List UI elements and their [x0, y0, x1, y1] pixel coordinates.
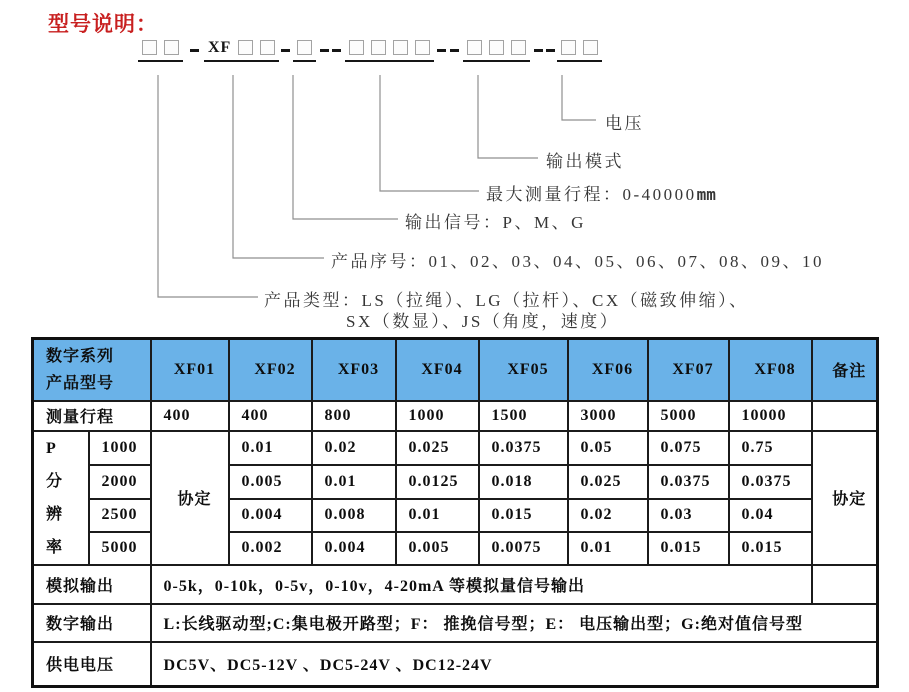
resolution-value: 0.005 [396, 532, 479, 565]
dash-separator [546, 49, 555, 52]
resolution-freq: 2500 [89, 499, 151, 532]
resolution-value: 0.008 [312, 499, 396, 532]
format-group-travel [345, 40, 434, 62]
series-prefix: XF [208, 39, 232, 56]
travel-value: 800 [312, 401, 396, 431]
placeholder-box-icon [467, 40, 482, 55]
header-model: XF06 [568, 339, 648, 401]
resolution-value: 0.75 [729, 431, 812, 465]
resolution-value: 0.02 [312, 431, 396, 465]
resolution-value: 0.0125 [396, 465, 479, 499]
header-model: XF07 [648, 339, 729, 401]
header-series-line1: 数字系列 [46, 347, 115, 365]
placeholder-box-icon [238, 40, 253, 55]
dash-separator [281, 49, 290, 52]
resolution-value: 0.0375 [648, 465, 729, 499]
callout-travel [486, 180, 716, 205]
analog-output-content: 0-5k，0-10k，0-5v，0-10v，4-20mA 等模拟量信号输出 [151, 565, 812, 604]
placeholder-box-icon [393, 40, 408, 55]
placeholder-box-icon [260, 40, 275, 55]
resolution-value: 0.0375 [479, 431, 568, 465]
resolution-value: 0.01 [312, 465, 396, 499]
placeholder-box-icon [561, 40, 576, 55]
resolution-axis-char: 率 [46, 538, 64, 556]
analog-output-row [33, 565, 878, 604]
digital-output-row [33, 604, 878, 642]
placeholder-box-icon [349, 40, 364, 55]
travel-remark-empty [812, 401, 878, 431]
resolution-value: 0.01 [568, 532, 648, 565]
travel-row [33, 401, 878, 431]
dash-separator [332, 49, 341, 52]
callout-travel-unit: mm [696, 185, 716, 204]
resolution-axis [33, 431, 89, 565]
resolution-value: 0.02 [568, 499, 648, 532]
resolution-freq: 2000 [89, 465, 151, 499]
placeholder-box-icon [164, 40, 179, 55]
resolution-value: 0.05 [568, 431, 648, 465]
digital-output-label: 数字输出 [33, 604, 151, 642]
travel-value: 400 [151, 401, 229, 431]
power-supply-row [33, 642, 878, 687]
callout-voltage: 电压 [605, 114, 644, 133]
resolution-value: 0.015 [479, 499, 568, 532]
travel-label: 测量行程 [33, 401, 151, 431]
format-group-voltage [557, 40, 602, 62]
resolution-freq: 1000 [89, 431, 151, 465]
header-model: XF08 [729, 339, 812, 401]
header-series-label [33, 339, 151, 401]
header-model: XF03 [312, 339, 396, 401]
resolution-value: 0.004 [312, 532, 396, 565]
header-remark: 备注 [812, 339, 878, 401]
callout-signal: 输出信号：P、M、G [405, 213, 586, 232]
digital-output-content: L:长线驱动型;C:集电极开路型；F： 推挽信号型；E： 电压输出型；G:绝对值信号型 [151, 604, 878, 642]
analog-remark-empty [812, 565, 878, 604]
callout-output-mode: 输出模式 [546, 152, 624, 171]
page-title: 型号说明： [48, 13, 158, 36]
resolution-row-1000 [33, 431, 878, 465]
travel-value: 1000 [396, 401, 479, 431]
travel-value: 400 [229, 401, 312, 431]
resolution-value: 0.002 [229, 532, 312, 565]
resolution-freq: 5000 [89, 532, 151, 565]
spec-table [31, 337, 879, 688]
resolution-value: 0.025 [568, 465, 648, 499]
placeholder-box-icon [371, 40, 386, 55]
resolution-value: 0.015 [729, 532, 812, 565]
callout-product-type-line2: SX（数显）、JS（角度，速度） [346, 312, 620, 331]
resolution-axis-char: P [46, 439, 57, 457]
power-supply-label: 供电电压 [33, 642, 151, 687]
dash-separator [450, 49, 459, 52]
resolution-value: 0.025 [396, 431, 479, 465]
resolution-value: 0.015 [648, 532, 729, 565]
header-model: XF04 [396, 339, 479, 401]
placeholder-box-icon [415, 40, 430, 55]
resolution-value: 0.004 [229, 499, 312, 532]
resolution-value: 0.0375 [729, 465, 812, 499]
resolution-value: 0.04 [729, 499, 812, 532]
format-group-series [204, 40, 279, 62]
callout-serial: 产品序号：01、02、03、04、05、06、07、08、09、10 [331, 252, 824, 271]
placeholder-box-icon [511, 40, 526, 55]
resolution-xf01-agreement: 协定 [151, 431, 229, 565]
dash-separator [534, 49, 543, 52]
resolution-value: 0.0075 [479, 532, 568, 565]
remark-agreement: 协定 [812, 431, 878, 565]
resolution-value: 0.075 [648, 431, 729, 465]
travel-value: 5000 [648, 401, 729, 431]
resolution-axis-char: 辨 [46, 505, 64, 523]
dash-separator [190, 49, 199, 52]
analog-output-label: 模拟输出 [33, 565, 151, 604]
travel-value: 1500 [479, 401, 568, 431]
resolution-value: 0.03 [648, 499, 729, 532]
placeholder-box-icon [489, 40, 504, 55]
header-series-line2: 产品型号 [46, 374, 115, 392]
header-model: XF05 [479, 339, 568, 401]
resolution-value: 0.01 [229, 431, 312, 465]
resolution-value: 0.018 [479, 465, 568, 499]
resolution-value: 0.01 [396, 499, 479, 532]
callout-product-type-line1: 产品类型：LS（拉绳）、LG（拉杆）、CX（磁致伸缩）、 [264, 291, 749, 310]
placeholder-box-icon [142, 40, 157, 55]
callout-travel-text: 最大测量行程：0-40000 [486, 185, 697, 204]
travel-value: 10000 [729, 401, 812, 431]
placeholder-box-icon [583, 40, 598, 55]
dash-separator [437, 49, 446, 52]
placeholder-box-icon [297, 40, 312, 55]
format-group-signal [293, 40, 316, 62]
dash-separator [320, 49, 329, 52]
travel-value: 3000 [568, 401, 648, 431]
header-model: XF01 [151, 339, 229, 401]
header-row [33, 339, 878, 401]
power-supply-content: DC5V、DC5-12V 、DC5-24V 、DC12-24V [151, 642, 878, 687]
resolution-axis-char: 分 [46, 472, 64, 490]
resolution-value: 0.005 [229, 465, 312, 499]
format-group-product-type [138, 40, 183, 62]
header-model: XF02 [229, 339, 312, 401]
format-group-output-mode [463, 40, 530, 62]
